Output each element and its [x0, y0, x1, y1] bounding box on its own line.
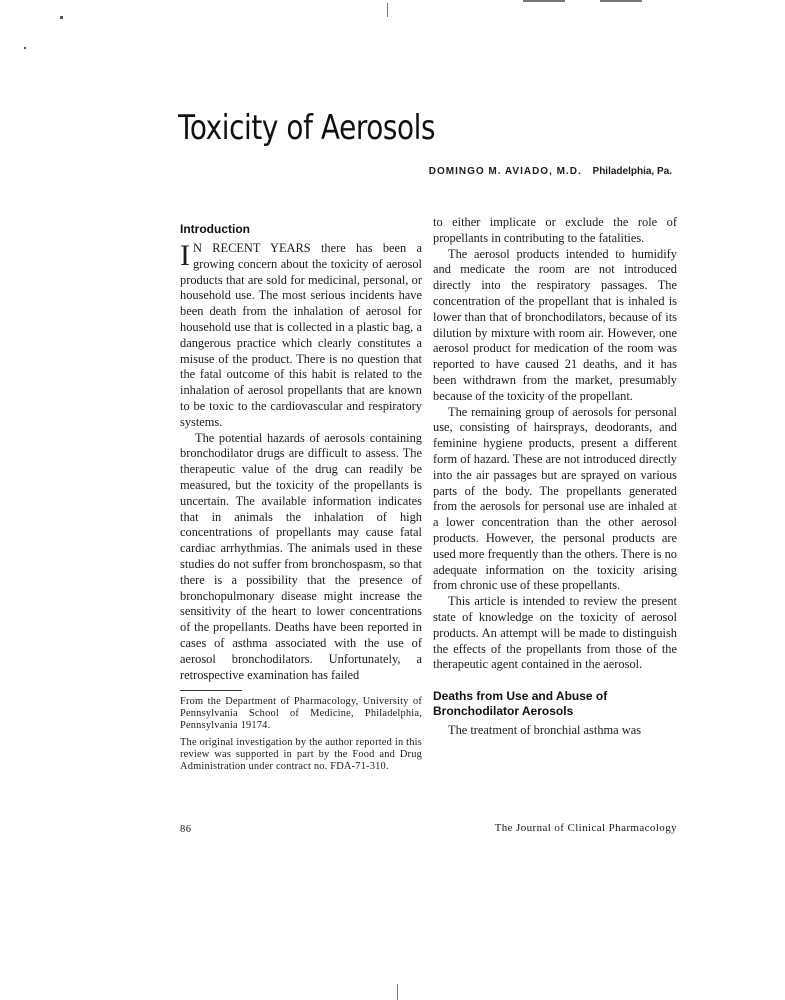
scan-mark: [397, 984, 398, 1000]
paragraph: The remaining group of aerosols for personal use, consisting of hairsprays, deodorants, and feminine hygiene products, present a different form of hazard. These are not introduced directly into the air passages but are sprayed on various parts of the body. The propellants generated from the aerosols for personal use are inhaled at a lower concentration than the other aerosol products. However, the personal products are used more frequently than the others. There is no adequate information on the toxicity arising from chronic use of these propellants.: [433, 404, 677, 593]
paragraph: The aerosol products intended to humidify and medicate the room are not introduced directly into the respiratory passages. The concentration of the propellant that is inhaled is lower than that of bronchodilators, because of its dilution by mixture with room air. However, one aerosol product for medication of the room was reported to have caused 21 deaths, and it has been withdrawn from the market, presumably because of the toxicity of the propellant.: [433, 246, 677, 403]
left-column: [180, 222, 422, 778]
paragraph-text: there has been a growing concern about the toxicity of aerosol products that are sold for medicinal, personal, or household use. The most serious incidents have been death from the inhalation of aerosol for household use that is collected in a plastic bag, a dangerous practice which clearly constitutes a misuse of the product. There is no question that the fatal outcome of this habit is related to the inhalation of aerosol propellants that are known to be toxic to the cardiovascular and respiratory systems.: [180, 241, 422, 429]
footnote-affiliation: From the Department of Pharmacology, University of Pennsylvania School of Medicine, Philadelphia, Pennsylvania 19174.: [180, 696, 422, 732]
lead-in-text: N RECENT YEARS: [193, 241, 311, 255]
paragraph: The treatment of bronchial asthma was: [448, 723, 642, 738]
scan-mark: [387, 3, 388, 17]
paragraph: to either implicate or exclude the role of propellants in contributing to the fatalities.: [433, 215, 677, 245]
author-name: DOMINGO M. AVIADO, M.D.: [428, 166, 582, 177]
journal-name: The Journal of Clinical Pharmacology: [494, 822, 677, 834]
paragraph: This article is intended to review the present state of knowledge on the toxicity of aerosol products. An attempt will be made to distinguish the effects of the propellants from those of the therapeutic agent contained in the aerosol.: [433, 594, 677, 672]
footnote-divider: [180, 690, 242, 691]
paragraph: The potential hazards of aerosols containing bronchodilator drugs are difficult to assess. The therapeutic value of the drug can readily be measured, but the toxicity of the propellants is uncertain. The available information indicates that in animals the inhalation of high concentrations of propellants may cause fatal cardiac arrhythmias. The animals used in these studies do not suffer from bronchospasm, so that there is a possibility that the presence of bronchopulmonary disease might increase the sensitivity of the heart to lower concentrations of the propellants. Deaths have been reported in cases of asthma associated with the use of aerosol bronchodilators. Unfortunately, a retrospective examination has failed: [180, 430, 422, 682]
scan-speck: [24, 47, 26, 49]
drop-cap: I: [180, 239, 190, 272]
section-heading-introduction: Introduction: [180, 222, 250, 236]
paragraph: [180, 241, 422, 431]
byline: [429, 166, 672, 177]
scan-speck: [60, 16, 63, 19]
right-column: [433, 215, 677, 739]
article-title: Toxicity of Aerosols: [178, 108, 436, 148]
footnote-funding: The original investigation by the author reported in this review was supported in part by the Food and Drug Administration under contract no. FDA-71-310.: [180, 737, 422, 773]
scan-mark: [523, 0, 565, 2]
author-affiliation: Philadelphia, Pa.: [592, 166, 672, 177]
scan-mark: [600, 0, 642, 2]
section-heading-deaths: Deaths from Use and Abuse of Bronchodilator Aerosols: [433, 689, 608, 719]
page-number: 86: [180, 824, 192, 835]
